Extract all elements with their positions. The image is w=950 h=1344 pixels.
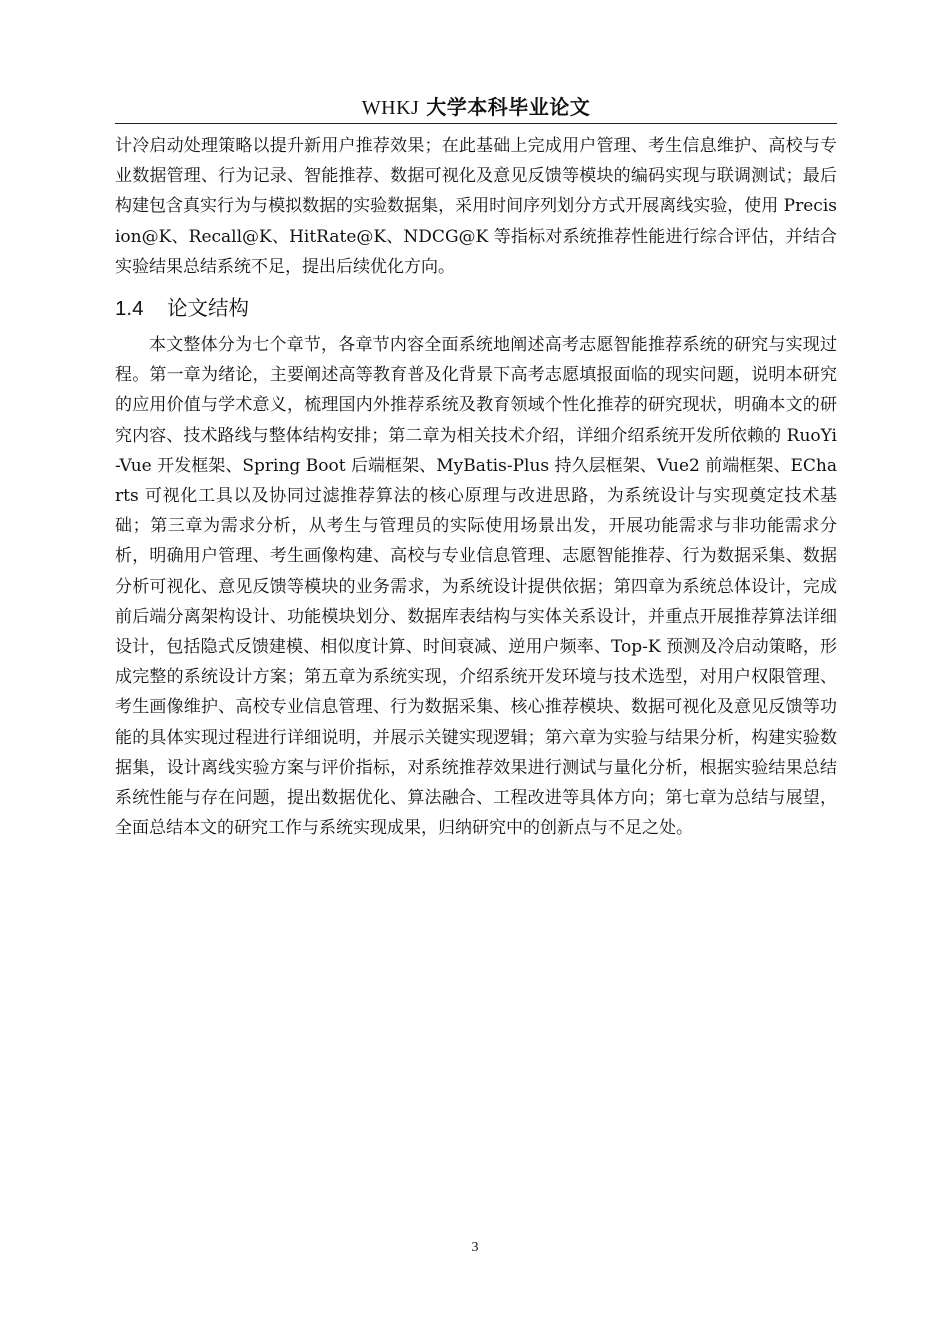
section-number: 1.4 xyxy=(115,297,144,321)
page-header xyxy=(115,93,837,124)
page-number: 3 xyxy=(471,1240,479,1255)
header-title: 大学本科毕业论文 xyxy=(426,95,591,119)
section-heading xyxy=(115,289,837,328)
section-title: 论文结构 xyxy=(167,296,249,321)
header-latin-text: WHKJ xyxy=(361,97,420,119)
page-body xyxy=(115,131,837,843)
structure-paragraph: 本文整体分为七个章节，各章节内容全面系统地阐述高考志愿智能推荐系统的研究与实现过程。第一章为绪论，主要阐述高等教育普及化背景下高考志愿填报面临的现实问题，说明本研究的应用价值与学术意义，梳理国内外推荐系统及教育领域个性化推荐的研究现状，明确本文的研究内容、技术路线与整体结构安排；第二章为相关技术介绍，详细介绍系统开发所依赖的 RuoYi-Vue 开发框架、Spring Boot 后端框架、MyBatis-Plus 持久层框架、Vue2 前端框架、ECharts 可视化工具以及协同过滤推荐算法的核心原理与改进思路，为系统设计与实现奠定技术基础；第三章为需求分析，从考生与管理员的实际使用场景出发，开展功能需求与非功能需求分析，明确用户管理、考生画像构建、高校与专业信息管理、志愿智能推荐、行为数据采集、数据分析可视化、意见反馈等模块的业务需求，为系统设计提供依据；第四章为系统总体设计，完成前后端分离架构设计、功能模块划分、数据库表结构与实体关系设计，并重点开展推荐算法详细设计，包括隐式反馈建模、相似度计算、时间衰减、逆用户频率、Top-K 预测及冷启动策略，形成完整的系统设计方案；第五章为系统实现，介绍系统开发环境与技术选型，对用户权限管理、考生画像维护、高校专业信息管理、行为数据采集、核心推荐模块、数据可视化及意见反馈等功能的具体实现过程进行详细说明，并展示关键实现逻辑；第六章为实验与结果分析，构建实验数据集，设计离线实验方案与评价指标，对系统推荐效果进行测试与量化分析，根据实验结果总结系统性能与存在问题，提出数据优化、算法融合、工程改进等具体方向；第七章为总结与展望，全面总结本文的研究工作与系统实现成果，归纳研究中的创新点与不足之处。 xyxy=(115,335,837,839)
continuation-paragraph: 计冷启动处理策略以提升新用户推荐效果；在此基础上完成用户管理、考生信息维护、高校与专业数据管理、行为记录、智能推荐、数据可视化及意见反馈等模块的编码实现与联调测试；最后构建包含真实行为与模拟数据的实验数据集，采用时间序列划分方式开展离线实验，使用 Precision@K、Recall@K、HitRate@K、NDCG@K 等指标对系统推荐性能进行综合评估，并结合实验结果总结系统不足，提出后续优化方向。 xyxy=(115,136,837,277)
